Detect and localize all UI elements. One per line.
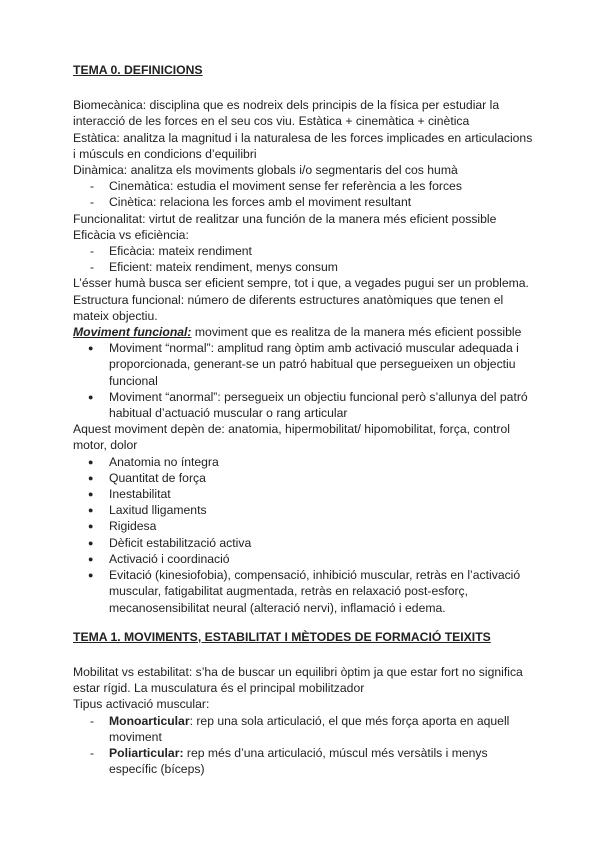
mobilitat-paragraph: Mobilitat vs estabilitat: s’ha de buscar un equilibri òptim ja que estar fort no significa estar rígid. La musculatura és el principal mobilitzador xyxy=(73,664,523,696)
document-page xyxy=(73,62,533,777)
list-item: ● Quantitat de força xyxy=(73,470,533,486)
list-item: - Cinètica: relaciona les forces amb el moviment resultant xyxy=(73,194,533,210)
list-item: - Eficient: mateix rendiment, menys consum xyxy=(73,259,533,275)
list-item: ● Evitació (kinesiofobia), compensació, inhibició muscular, retràs en l’activació muscular, fatigabilitat augmentada, retràs en relaxació post-esforç, mecanosensibilitat neural (alteració nervi), inflamació i edema. xyxy=(73,567,533,616)
list-item: ● Laxitud lligaments xyxy=(73,502,533,518)
list-item: ● Moviment “anormal”: persegueix un objectiu funcional però s’allunya del patró habitual d’actuació muscular o rang articular xyxy=(73,389,533,421)
list-item: ● Rigidesa xyxy=(73,518,533,534)
funcionalitat-paragraph: Funcionalitat: virtut de realitzar una función de la manera més eficient possible xyxy=(73,211,497,226)
dinamica-list xyxy=(73,178,533,210)
list-item: ● Inestabilitat xyxy=(73,486,533,502)
poliarticular-text: rep més d’una articulació, múscul més versàtils i menys específic (bíceps) xyxy=(109,745,488,777)
estatica-paragraph: Estàtica: analitza la magnitud i la naturalesa de les forces implicades en articulacions i músculs en condicions d’equilibri xyxy=(73,130,533,161)
moviment-list xyxy=(73,340,533,421)
moviment-funcional-text: moviment que es realitza de la manera més eficient possible xyxy=(191,325,522,340)
tipus-heading: Tipus activació muscular: xyxy=(73,697,210,712)
list-item xyxy=(73,745,533,777)
moviment-funcional-label: Moviment funcional: xyxy=(73,325,192,340)
list-item: ● Anatomia no íntegra xyxy=(73,454,533,470)
list-item: ● Activació i coordinació xyxy=(73,551,533,567)
eficacia-heading: Eficàcia vs eficiència: xyxy=(73,227,189,242)
depen-list xyxy=(73,454,533,616)
dinamica-paragraph: Dinàmica: analitza els moviments globals i/o segmentaris del cos humà xyxy=(73,163,458,178)
monoarticular-label: Monoarticular xyxy=(109,713,190,728)
depen-paragraph: Aquest moviment depèn de: anatomia, hipermobilitat/ hipomobilitat, força, control motor, dolor xyxy=(73,422,510,453)
poliarticular-label: Poliarticular: xyxy=(109,745,184,760)
list-item: ● Dèficit estabilització activa xyxy=(73,535,533,551)
list-item: - Eficàcia: mateix rendiment xyxy=(73,243,533,259)
estructura-paragraph: Estructura funcional: número de diferents estructures anatòmiques que tenen el mateix objectiu. xyxy=(73,292,504,323)
list-item xyxy=(73,713,533,745)
tipus-list xyxy=(73,713,533,778)
biomecanica-paragraph: Biomecànica: disciplina que es nodreix dels principis de la física per estudiar la interacció de les forces en el seu cos viu. Estàtica + cinemàtica + cinètica xyxy=(73,98,500,129)
tema1-heading: TEMA 1. MOVIMENTS, ESTABILITAT I MÈTODES DE FORMACIÓ TEIXITS xyxy=(73,629,491,644)
monoarticular-text: : rep una sola articulació, el que més força aporta en aquell moviment xyxy=(109,713,510,744)
tema0-heading: TEMA 0. DEFINICIONS xyxy=(73,63,203,77)
eficacia-list xyxy=(73,243,533,275)
moviment-funcional-paragraph xyxy=(73,324,533,340)
esser-paragraph: L’ésser humà busca ser eficient sempre, tot i que, a vegades pugui ser un problema. xyxy=(73,276,529,291)
list-item: ● Moviment “normal”: amplitud rang òptim amb activació muscular adequada i proporcionada, generant-se un patró habitual que persegueixen un objectiu funcional xyxy=(73,340,533,389)
list-item: - Cinemàtica: estudia el moviment sense fer referència a les forces xyxy=(73,178,533,194)
